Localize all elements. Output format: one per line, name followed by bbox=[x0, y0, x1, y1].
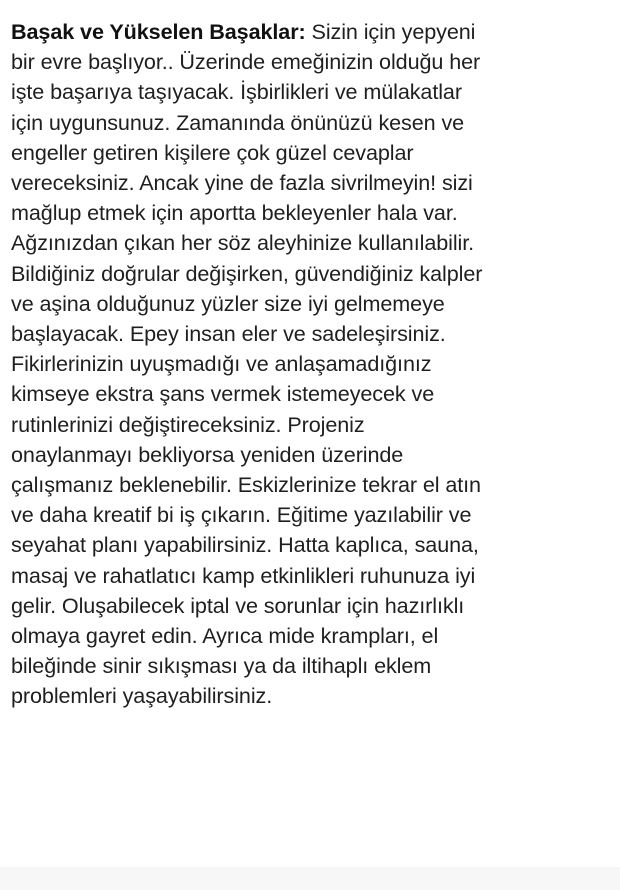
text-line: ve aşina olduğunuz yüzler size iyi gelmemeye bbox=[11, 290, 445, 316]
text-line: başlayacak. Epey insan eler ve sadeleşirsiniz. bbox=[11, 321, 446, 347]
text-line: Bildiğiniz doğrular değişirken, güvendiğiniz kalpler bbox=[11, 260, 483, 286]
text-line: vereceksiniz. Ancak yine de fazla sivrilmeyin! sizi bbox=[11, 170, 473, 196]
text-line: olmaya gayret edin. Ayrıca mide krampları, el bbox=[11, 623, 439, 649]
text-line: seyahat planı yapabilirsiniz. Hatta kaplıca, sauna, bbox=[11, 532, 479, 558]
text-line: ve daha kreatif bi iş çıkarın. Eğitime yazılabilir ve bbox=[11, 502, 472, 528]
post-body-text bbox=[11, 17, 616, 712]
text-line: Ağzınızdan çıkan her söz aleyhinize kullanılabilir. bbox=[11, 230, 475, 256]
text-line: masaj ve rahatlatıcı kamp etkinlikleri ruhunuza iyi bbox=[11, 562, 476, 588]
text-line: gelir. Oluşabilecek iptal ve sorunlar için hazırlıklı bbox=[11, 592, 465, 618]
text-line: için uygunsunuz. Zamanında önünüzü kesen ve bbox=[11, 109, 465, 135]
text-line: işte başarıya taşıyacak. İşbirlikleri ve mülakatlar bbox=[11, 79, 462, 105]
text-line: rutinlerinizi değiştireceksiniz. Projeniz bbox=[11, 411, 365, 437]
text-line: kimseye ekstra şans vermek istemeyecek ve bbox=[11, 381, 435, 407]
text-line: onaylanmayı bekliyorsa yeniden üzerinde bbox=[11, 441, 404, 467]
text-line: bileğinde sinir sıkışması ya da iltihaplı eklem bbox=[11, 653, 432, 679]
text-line: mağlup etmek için aportta bekleyenler hala var. bbox=[11, 200, 458, 226]
footer-divider-strip bbox=[0, 867, 620, 890]
post-title: Başak ve Yükselen Başaklar: bbox=[11, 19, 306, 44]
text-line: çalışmanız beklenebilir. Eskizlerinize tekrar el atın bbox=[11, 472, 481, 498]
text-line-segment: Sizin için yepyeni bbox=[305, 19, 476, 44]
text-line bbox=[11, 17, 616, 47]
text-line: bir evre başlıyor.. Üzerinde emeğinizin olduğu her bbox=[11, 49, 481, 75]
text-line: Fikirlerinizin uyuşmadığı ve anlaşamadığınız bbox=[11, 351, 432, 377]
text-line: problemleri yaşayabilirsiniz. bbox=[11, 683, 273, 709]
text-line: engeller getiren kişilere çok güzel cevaplar bbox=[11, 139, 414, 165]
